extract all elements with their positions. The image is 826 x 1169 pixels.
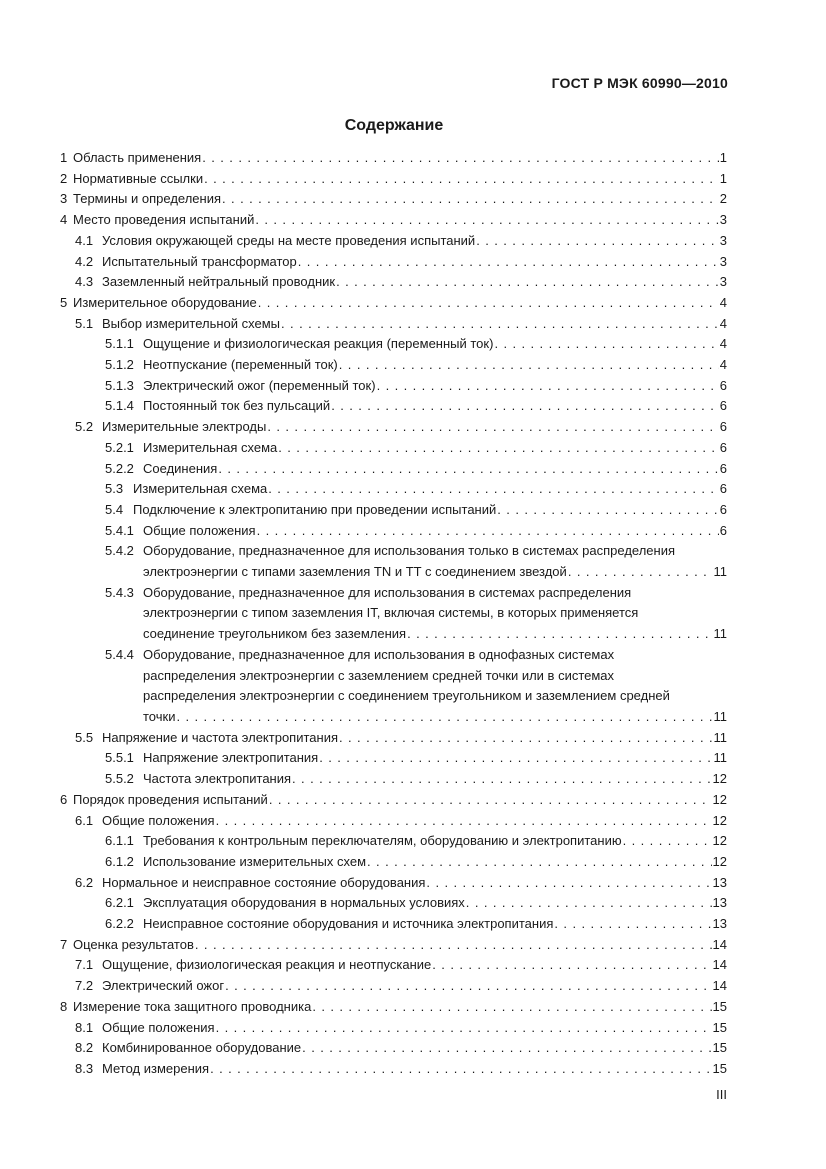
- page-title: Содержание: [344, 117, 444, 134]
- toc-entry[interactable]: [60, 417, 727, 438]
- dot-leader: [476, 231, 719, 252]
- toc-entry-title: электроэнергии с типами заземления TN и TT с соединением звездой: [143, 564, 567, 580]
- toc-entry[interactable]: [60, 645, 727, 728]
- dot-leader: [554, 914, 711, 935]
- toc-entry-number: 6.2: [75, 874, 94, 890]
- toc-entry[interactable]: [60, 914, 727, 935]
- toc-entry-title: Электрический ожог (переменный ток): [143, 377, 376, 393]
- toc-entry-number: 6.1.1: [105, 833, 134, 849]
- dot-leader: [202, 148, 719, 169]
- toc-entry-title: Область применения: [73, 150, 202, 165]
- toc-entry[interactable]: [60, 396, 727, 417]
- toc-entry-title: Общие положения: [102, 812, 215, 828]
- toc-entry[interactable]: [60, 893, 727, 914]
- table-of-contents: [60, 148, 727, 1080]
- dot-leader: [292, 769, 712, 790]
- toc-entry[interactable]: [60, 272, 727, 293]
- toc-entry-title-line: Оборудование, предназначенное для использования только в системах распределения: [143, 543, 676, 559]
- toc-entry-page: 4: [719, 357, 727, 373]
- toc-entry[interactable]: [60, 873, 727, 894]
- dot-leader: [195, 935, 712, 956]
- toc-entry[interactable]: [60, 997, 727, 1018]
- toc-entry-title: Электрический ожог: [102, 978, 225, 994]
- toc-entry[interactable]: [60, 1018, 727, 1039]
- toc-entry-number: 3: [60, 191, 68, 207]
- toc-entry[interactable]: [60, 728, 727, 749]
- toc-entry-page: 3: [719, 253, 727, 269]
- toc-entry[interactable]: [60, 479, 727, 500]
- toc-entry-page: 14: [712, 978, 727, 994]
- toc-entry-number: 8.1: [75, 1019, 94, 1035]
- toc-entry-number: 5.4.1: [105, 522, 134, 538]
- toc-entry-page: 1: [719, 150, 727, 165]
- toc-entry[interactable]: [60, 811, 727, 832]
- toc-entry-number: 5.3: [105, 481, 124, 497]
- toc-entry[interactable]: [60, 935, 727, 956]
- toc-entry-title: Общие положения: [143, 522, 256, 538]
- toc-entry-page: 3: [719, 232, 727, 248]
- toc-entry-title: Использование измерительных схем: [143, 853, 367, 869]
- toc-entry-title: Ощущение и физиологическая реакция (переменный ток): [143, 336, 494, 352]
- toc-entry-page: 12: [712, 812, 727, 828]
- dot-leader: [426, 873, 711, 894]
- toc-entry-number: 5.4.2: [105, 543, 134, 559]
- toc-entry-number: 7.2: [75, 978, 94, 994]
- dot-leader: [494, 334, 718, 355]
- toc-entry-page: 3: [719, 274, 727, 290]
- toc-entry[interactable]: [60, 500, 727, 521]
- toc-entry-number: 5.1.3: [105, 377, 134, 393]
- toc-entry-page: 15: [712, 1019, 727, 1035]
- toc-entry-title: Требования к контрольным переключателям, оборудованию и электропитанию: [143, 833, 622, 849]
- toc-entry-number: 5.2: [75, 419, 94, 435]
- toc-entry-page: 11: [713, 729, 727, 745]
- toc-entry-title: Место проведения испытаний: [73, 212, 255, 228]
- dot-leader: [336, 272, 719, 293]
- toc-entry-title: Подключение к электропитанию при проведении испытаний: [133, 501, 497, 517]
- toc-entry-page: 11: [713, 564, 727, 580]
- toc-entry-number: 5.2.2: [105, 460, 134, 476]
- toc-entry-title: Измерение тока защитного проводника: [73, 998, 312, 1014]
- toc-entry[interactable]: [60, 1059, 727, 1080]
- toc-entry-title: Соединения: [143, 460, 218, 476]
- toc-entry-page: 15: [712, 998, 727, 1014]
- toc-entry-title: Частота электропитания: [143, 771, 292, 787]
- toc-entry-page: 6: [719, 439, 727, 455]
- toc-entry[interactable]: [60, 334, 727, 355]
- toc-entry-title: Нормативные ссылки: [73, 170, 204, 186]
- dot-leader: [298, 252, 719, 273]
- toc-entry[interactable]: [60, 1038, 727, 1059]
- toc-entry-number: 5.1.1: [105, 336, 134, 352]
- toc-entry[interactable]: [60, 583, 727, 645]
- toc-entry-title: Измерительная схема: [143, 439, 278, 455]
- toc-entry-title: Ощущение, физиологическая реакция и неотпускание: [102, 957, 432, 973]
- dot-leader: [216, 811, 712, 832]
- dot-leader: [319, 748, 712, 769]
- toc-entry-title: Неотпускание (переменный ток): [143, 357, 338, 373]
- toc-entry-page: 6: [719, 460, 727, 476]
- dot-leader: [466, 893, 712, 914]
- toc-entry-number: 5.5: [75, 729, 94, 745]
- toc-entry-number: 5.1: [75, 315, 94, 331]
- toc-entry-page: 11: [713, 750, 727, 766]
- toc-entry-page: 6: [719, 481, 727, 497]
- toc-entry-page: 15: [712, 1040, 727, 1056]
- toc-entry-title: Измерительная схема: [133, 481, 268, 497]
- dot-leader: [278, 438, 719, 459]
- toc-entry[interactable]: [60, 541, 727, 582]
- dot-leader: [204, 169, 719, 190]
- toc-entry[interactable]: [60, 210, 727, 231]
- toc-entry-title: Испытательный трансформатор: [102, 253, 297, 269]
- toc-entry-page: 4: [719, 336, 727, 352]
- toc-entry-page: 12: [712, 791, 727, 807]
- toc-entry-title: Эксплуатация оборудования в нормальных условиях: [143, 895, 465, 911]
- toc-entry-number: 5.5.2: [105, 771, 134, 787]
- dot-leader: [568, 562, 713, 583]
- toc-entry-page: 11: [713, 626, 727, 642]
- toc-entry-page: 13: [712, 916, 727, 932]
- toc-entry[interactable]: [60, 438, 727, 459]
- toc-entry-page: 13: [712, 895, 727, 911]
- dot-leader: [176, 707, 712, 728]
- dot-leader: [339, 355, 719, 376]
- toc-entry-page: 13: [712, 874, 727, 890]
- toc-entry[interactable]: [60, 293, 727, 314]
- dot-leader: [268, 479, 719, 500]
- toc-entry-title-line: Оборудование, предназначенное для использования в системах распределения: [143, 584, 632, 600]
- toc-entry-page: 3: [719, 212, 727, 228]
- toc-entry[interactable]: [60, 955, 727, 976]
- dot-leader: [497, 500, 719, 521]
- toc-entry-title: Напряжение электропитания: [143, 750, 319, 766]
- toc-entry-number: 5.2.1: [105, 439, 134, 455]
- toc-entry-title: Условия окружающей среды на месте проведения испытаний: [102, 232, 476, 248]
- toc-entry[interactable]: [60, 790, 727, 811]
- toc-entry-page: 6: [719, 419, 727, 435]
- toc-entry-title-line: электроэнергии с типом заземления IT, включая системы, в которых применяется: [143, 605, 639, 621]
- toc-entry-number: 6.1.2: [105, 853, 134, 869]
- toc-entry-title-line: распределения электроэнергии с соединением треугольником и заземлением средней: [143, 688, 670, 704]
- dot-leader: [225, 976, 711, 997]
- dot-leader: [257, 521, 719, 542]
- dot-leader: [267, 417, 718, 438]
- toc-entry-page: 6: [719, 377, 727, 393]
- toc-entry-page: 4: [719, 315, 727, 331]
- toc-entry-title-line: распределения электроэнергии с заземлением средней точки или в системах: [143, 667, 615, 683]
- toc-entry-number: 5.1.4: [105, 398, 134, 414]
- toc-entry[interactable]: [60, 748, 727, 769]
- toc-entry[interactable]: [60, 231, 727, 252]
- dot-leader: [258, 293, 719, 314]
- toc-entry[interactable]: [60, 521, 727, 542]
- dot-leader: [623, 831, 712, 852]
- toc-entry-number: 4.3: [75, 274, 94, 290]
- toc-entry-page: 6: [719, 522, 727, 538]
- toc-entry-number: 8.3: [75, 1060, 94, 1076]
- dot-leader: [331, 396, 719, 417]
- toc-entry-number: 6: [60, 791, 68, 807]
- toc-entry-number: 5: [60, 294, 68, 310]
- toc-entry-title: Измерительные электроды: [102, 419, 267, 435]
- toc-entry-number: 8.2: [75, 1040, 94, 1056]
- toc-entry-title: Напряжение и частота электропитания: [102, 729, 338, 745]
- toc-entry-title: Неисправное состояние оборудования и источника электропитания: [143, 916, 554, 932]
- dot-leader: [216, 1018, 712, 1039]
- toc-entry[interactable]: [60, 355, 727, 376]
- toc-entry[interactable]: [60, 189, 727, 210]
- toc-entry-title: Выбор измерительной схемы: [102, 315, 281, 331]
- dot-leader: [210, 1059, 711, 1080]
- toc-entry-title: Измерительное оборудование: [73, 294, 257, 310]
- toc-entry[interactable]: [60, 314, 727, 335]
- toc-entry-title: Комбинированное оборудование: [102, 1040, 302, 1056]
- toc-entry-number: 5.4.4: [105, 646, 134, 662]
- toc-entry-number: 2: [60, 170, 68, 186]
- toc-entry-number: 5.4.3: [105, 584, 134, 600]
- toc-entry-page: 1: [719, 170, 727, 186]
- dot-leader: [255, 210, 718, 231]
- toc-entry[interactable]: [60, 831, 727, 852]
- toc-entry-number: 4: [60, 212, 68, 228]
- toc-entry[interactable]: [60, 459, 727, 480]
- toc-entry-number: 4.1: [75, 232, 94, 248]
- toc-entry-number: 6.2.1: [105, 895, 134, 911]
- toc-entry-title: Общие положения: [102, 1019, 215, 1035]
- toc-entry-page: 11: [713, 708, 727, 724]
- page-number: III: [716, 1087, 727, 1102]
- toc-entry-title-line: Оборудование, предназначенное для использования в однофазных системах: [143, 646, 615, 662]
- toc-entry-number: 7: [60, 936, 68, 952]
- toc-entry-number: 5.1.2: [105, 357, 134, 373]
- toc-entry-number: 8: [60, 998, 68, 1014]
- toc-entry[interactable]: [60, 852, 727, 873]
- toc-entry-number: 6.1: [75, 812, 94, 828]
- toc-entry-page: 12: [712, 853, 727, 869]
- dot-leader: [312, 997, 711, 1018]
- dot-leader: [339, 728, 713, 749]
- toc-entry-page: 15: [712, 1060, 727, 1076]
- toc-entry-title: Нормальное и неисправное состояние оборудования: [102, 874, 426, 890]
- toc-entry-number: 5.4: [105, 501, 124, 517]
- toc-entry[interactable]: [60, 376, 727, 397]
- toc-entry-page: 6: [719, 398, 727, 414]
- toc-entry-number: 4.2: [75, 253, 94, 269]
- toc-entry-page: 12: [712, 771, 727, 787]
- toc-entry-number: 5.5.1: [105, 750, 134, 766]
- dot-leader: [218, 459, 718, 480]
- toc-entry-title: точки: [143, 708, 176, 724]
- toc-entry-title: Метод измерения: [102, 1060, 210, 1076]
- dot-leader: [269, 790, 712, 811]
- dot-leader: [222, 189, 719, 210]
- toc-entry-title: Оценка результатов: [73, 936, 194, 952]
- toc-entry-page: 4: [719, 294, 727, 310]
- toc-entry-page: 6: [719, 501, 727, 517]
- dot-leader: [377, 376, 719, 397]
- dot-leader: [432, 955, 711, 976]
- toc-entry-number: 6.2.2: [105, 916, 134, 932]
- toc-entry-page: 2: [719, 191, 727, 207]
- toc-entry-title: соединение треугольником без заземления: [143, 626, 407, 642]
- toc-entry-title: Порядок проведения испытаний: [73, 791, 268, 807]
- dot-leader: [302, 1038, 711, 1059]
- dot-leader: [407, 624, 712, 645]
- toc-entry[interactable]: [60, 252, 727, 273]
- toc-entry-title: Постоянный ток без пульсаций: [143, 398, 331, 414]
- toc-entry-title: Заземленный нейтральный проводник: [102, 274, 336, 290]
- toc-entry-page: 14: [712, 957, 727, 973]
- toc-entry-number: 7.1: [75, 957, 94, 973]
- toc-entry-page: 12: [712, 833, 727, 849]
- toc-entry[interactable]: [60, 169, 727, 190]
- dot-leader: [367, 852, 712, 873]
- toc-entry[interactable]: [60, 976, 727, 997]
- toc-entry[interactable]: [60, 769, 727, 790]
- toc-entry-title: Термины и определения: [73, 191, 222, 207]
- dot-leader: [281, 314, 719, 335]
- toc-entry-page: 14: [712, 936, 727, 952]
- document-code: ГОСТ Р МЭК 60990—2010: [551, 75, 728, 91]
- toc-entry-number: 1: [60, 150, 68, 165]
- toc-entry[interactable]: [60, 148, 727, 169]
